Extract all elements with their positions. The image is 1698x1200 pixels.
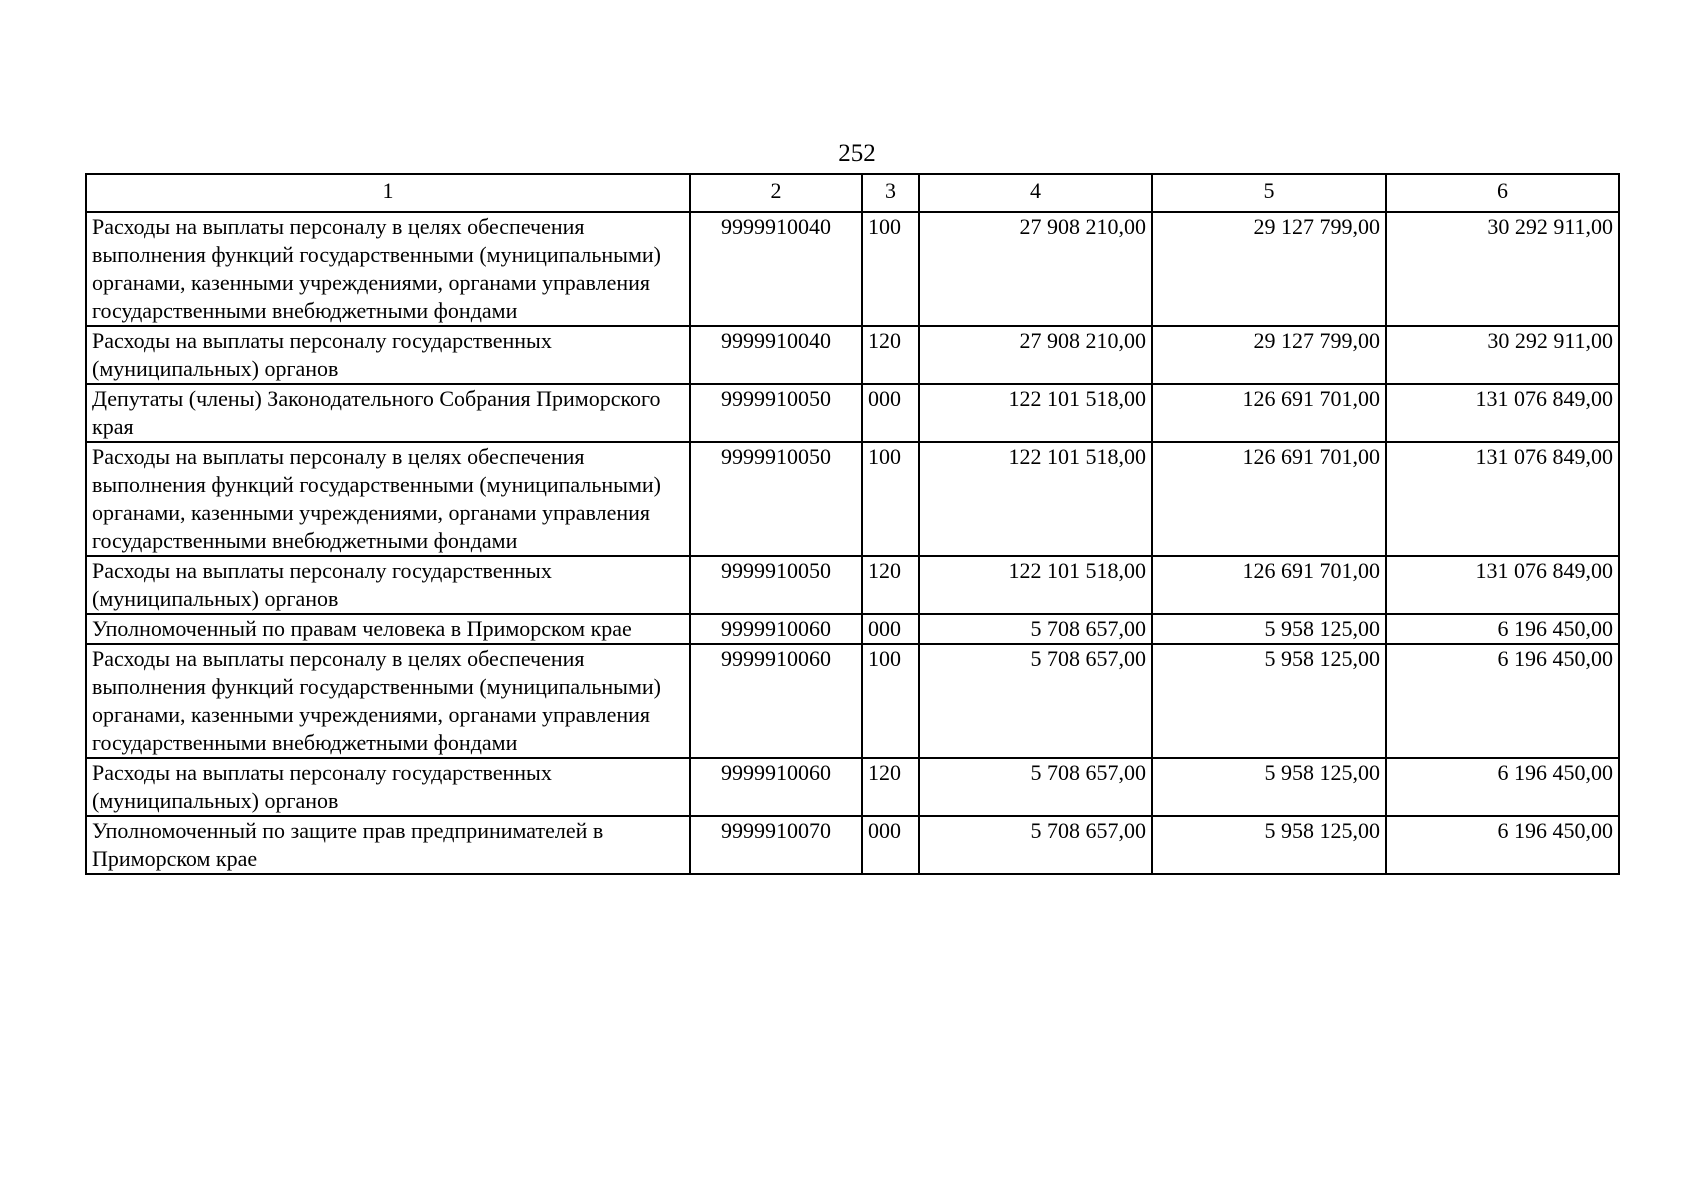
row-target-code: 9999910050 (690, 556, 862, 614)
row-expense-type: 000 (862, 816, 919, 874)
row-value-col5: 5 958 125,00 (1152, 644, 1386, 758)
row-expense-type: 000 (862, 614, 919, 644)
row-value-col5: 5 958 125,00 (1152, 816, 1386, 874)
row-value-col4: 5 708 657,00 (919, 614, 1152, 644)
row-target-code: 9999910070 (690, 816, 862, 874)
table-row (86, 614, 1619, 644)
table-row (86, 556, 1619, 614)
budget-table (85, 173, 1620, 875)
table-row (86, 384, 1619, 442)
row-target-code: 9999910060 (690, 644, 862, 758)
row-target-code: 9999910050 (690, 384, 862, 442)
row-value-col4: 122 101 518,00 (919, 442, 1152, 556)
table-row (86, 442, 1619, 556)
row-expense-type: 100 (862, 212, 919, 326)
row-name: Расходы на выплаты персоналу в целях обеспечения выполнения функций государственными (муниципальными) органами, казенными учреждениями, органами управления государственными внебюджетными фондами (86, 442, 690, 556)
row-value-col5: 29 127 799,00 (1152, 326, 1386, 384)
row-target-code: 9999910060 (690, 614, 862, 644)
row-target-code: 9999910050 (690, 442, 862, 556)
row-value-col4: 5 708 657,00 (919, 644, 1152, 758)
row-target-code: 9999910060 (690, 758, 862, 816)
row-value-col5: 126 691 701,00 (1152, 442, 1386, 556)
header-col-1: 1 (86, 174, 690, 212)
row-expense-type: 120 (862, 326, 919, 384)
row-name: Расходы на выплаты персоналу государственных (муниципальных) органов (86, 556, 690, 614)
header-row (86, 174, 1619, 212)
row-value-col5: 126 691 701,00 (1152, 384, 1386, 442)
row-name: Депутаты (члены) Законодательного Собрания Приморского края (86, 384, 690, 442)
row-value-col6: 131 076 849,00 (1386, 442, 1619, 556)
row-value-col4: 5 708 657,00 (919, 758, 1152, 816)
page-number: 252 (838, 140, 876, 167)
table-row (86, 644, 1619, 758)
row-value-col5: 29 127 799,00 (1152, 212, 1386, 326)
header-col-2: 2 (690, 174, 862, 212)
row-value-col5: 5 958 125,00 (1152, 614, 1386, 644)
row-value-col6: 6 196 450,00 (1386, 614, 1619, 644)
table-row (86, 326, 1619, 384)
row-target-code: 9999910040 (690, 212, 862, 326)
row-name: Уполномоченный по защите прав предпринимателей в Приморском крае (86, 816, 690, 874)
row-value-col6: 131 076 849,00 (1386, 556, 1619, 614)
row-value-col4: 122 101 518,00 (919, 556, 1152, 614)
row-value-col6: 30 292 911,00 (1386, 326, 1619, 384)
row-target-code: 9999910040 (690, 326, 862, 384)
row-value-col6: 6 196 450,00 (1386, 758, 1619, 816)
row-expense-type: 120 (862, 758, 919, 816)
row-value-col4: 5 708 657,00 (919, 816, 1152, 874)
row-name: Расходы на выплаты персоналу государственных (муниципальных) органов (86, 326, 690, 384)
header-col-6: 6 (1386, 174, 1619, 212)
row-value-col6: 30 292 911,00 (1386, 212, 1619, 326)
row-value-col4: 27 908 210,00 (919, 326, 1152, 384)
table-row (86, 758, 1619, 816)
row-expense-type: 000 (862, 384, 919, 442)
row-value-col6: 6 196 450,00 (1386, 644, 1619, 758)
row-name: Расходы на выплаты персоналу в целях обеспечения выполнения функций государственными (муниципальными) органами, казенными учреждениями, органами управления государственными внебюджетными фондами (86, 212, 690, 326)
row-name: Расходы на выплаты персоналу государственных (муниципальных) органов (86, 758, 690, 816)
row-value-col5: 126 691 701,00 (1152, 556, 1386, 614)
row-expense-type: 120 (862, 556, 919, 614)
header-col-5: 5 (1152, 174, 1386, 212)
row-value-col6: 6 196 450,00 (1386, 816, 1619, 874)
row-value-col5: 5 958 125,00 (1152, 758, 1386, 816)
row-name: Уполномоченный по правам человека в Приморском крае (86, 614, 690, 644)
table-row (86, 212, 1619, 326)
row-value-col4: 27 908 210,00 (919, 212, 1152, 326)
table-row (86, 816, 1619, 874)
header-col-4: 4 (919, 174, 1152, 212)
row-expense-type: 100 (862, 442, 919, 556)
row-value-col4: 122 101 518,00 (919, 384, 1152, 442)
row-name: Расходы на выплаты персоналу в целях обеспечения выполнения функций государственными (муниципальными) органами, казенными учреждениями, органами управления государственными внебюджетными фондами (86, 644, 690, 758)
row-value-col6: 131 076 849,00 (1386, 384, 1619, 442)
header-col-3: 3 (862, 174, 919, 212)
row-expense-type: 100 (862, 644, 919, 758)
